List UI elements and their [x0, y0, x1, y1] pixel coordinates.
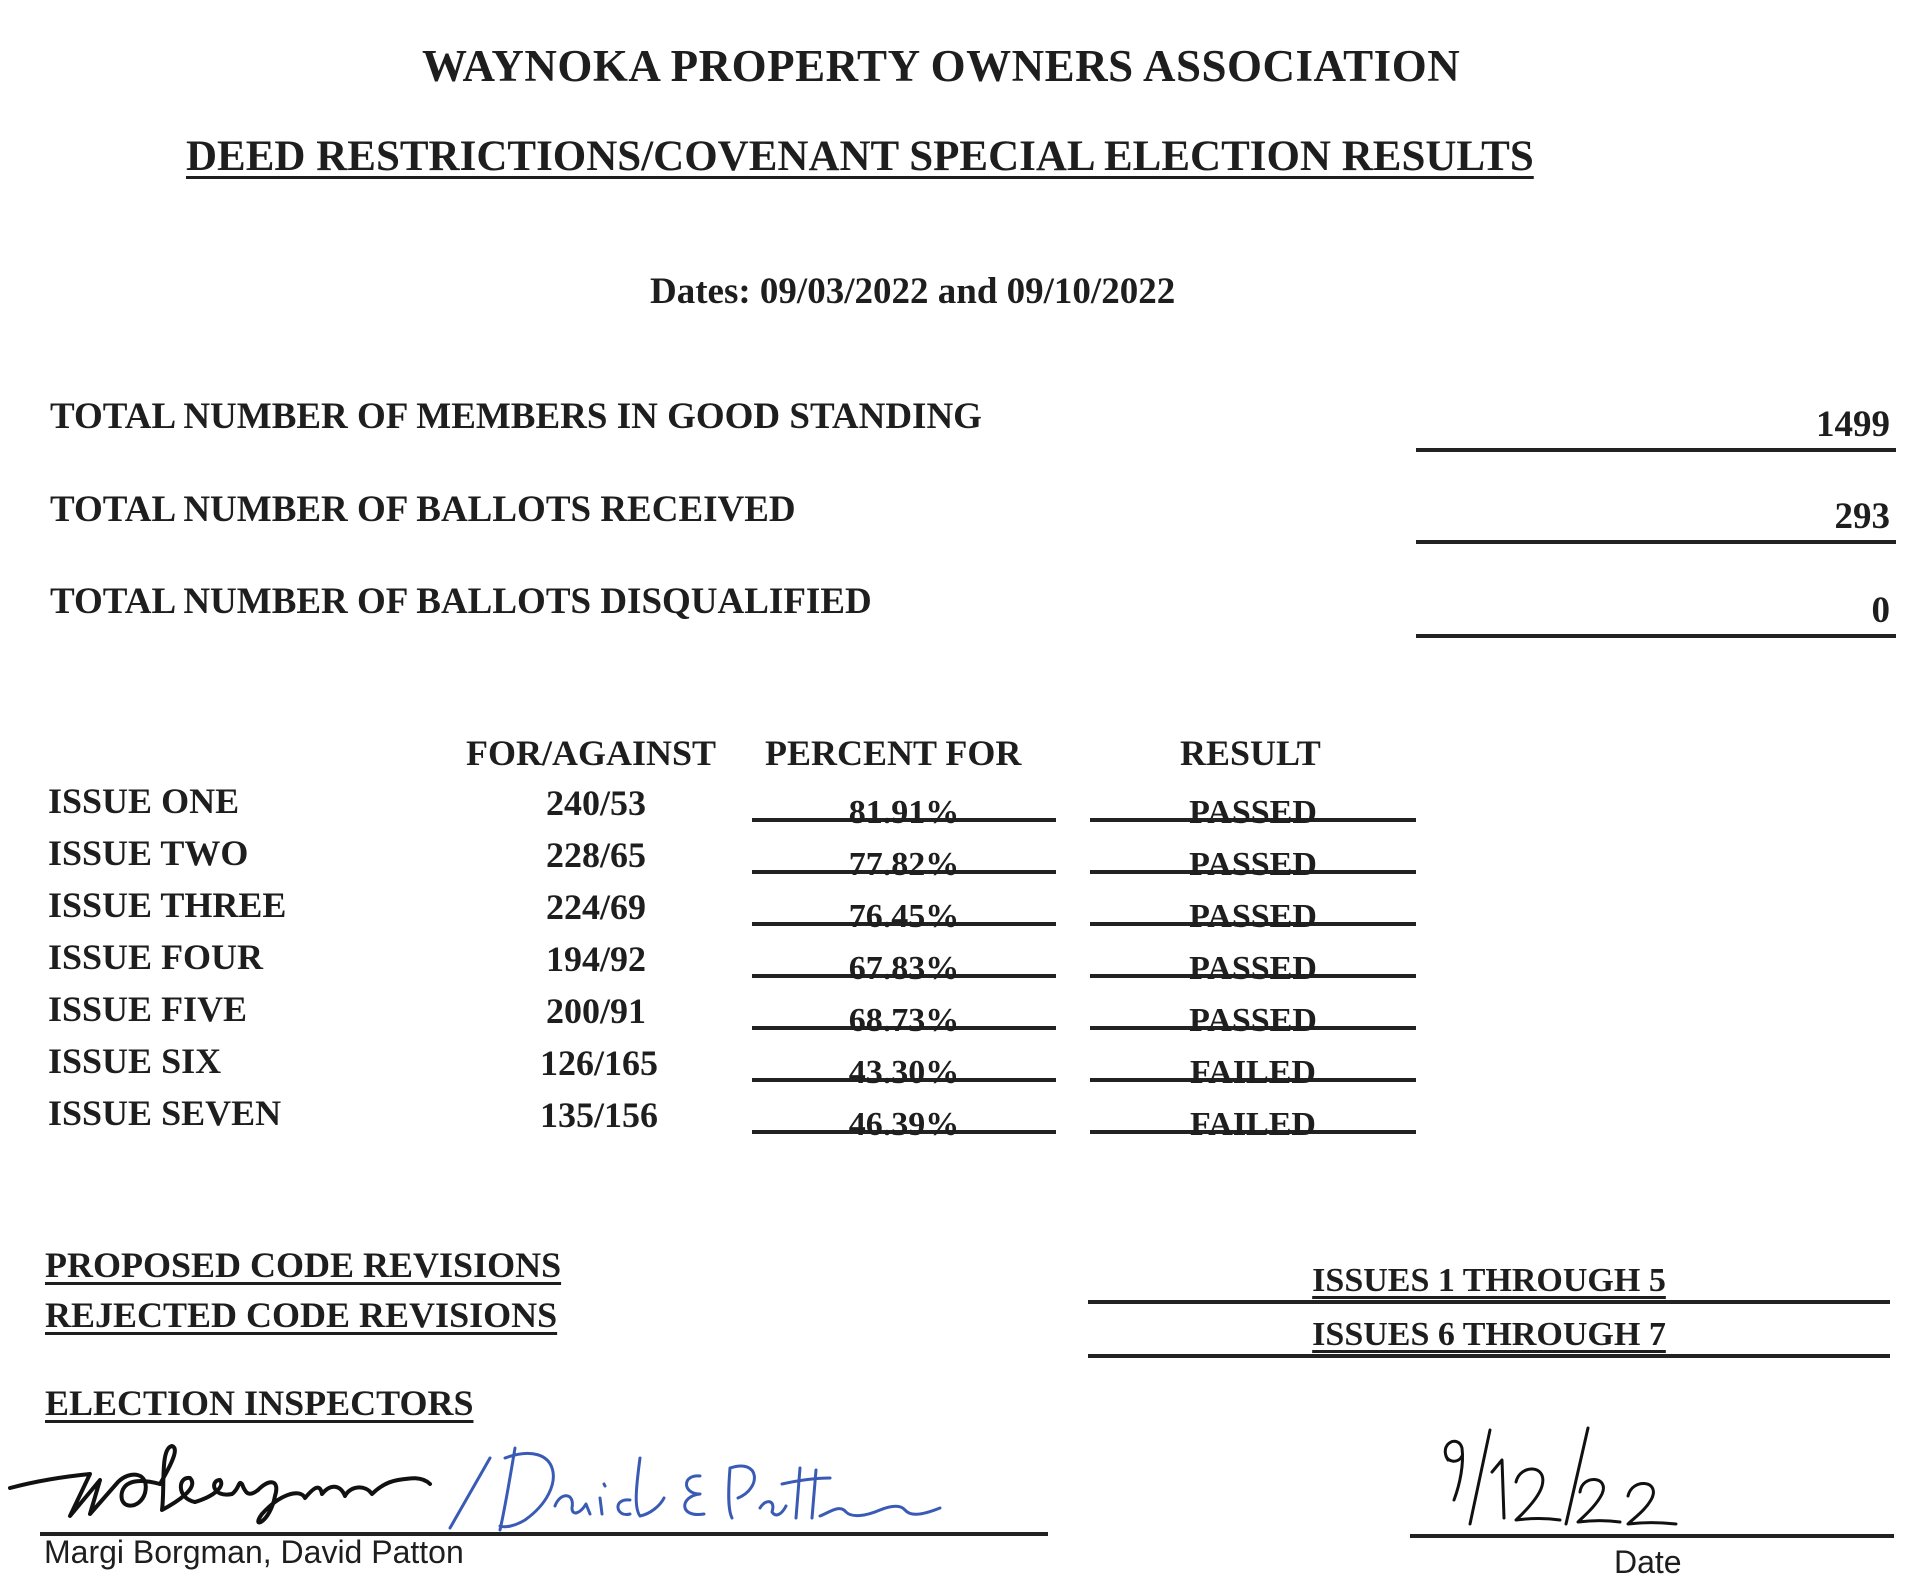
issue-label: ISSUE THREE — [48, 885, 287, 925]
for-against-value: 228/65 — [546, 835, 647, 875]
issue-label: ISSUE ONE — [48, 781, 240, 821]
percent-value: 43.30% — [848, 1054, 960, 1091]
result-value: PASSED — [1189, 950, 1317, 987]
election-inspectors-heading: ELECTION INSPECTORS — [45, 1383, 474, 1423]
date-line — [1410, 1534, 1894, 1538]
result-value: PASSED — [1189, 794, 1317, 831]
rejected-revisions-label: REJECTED CODE REVISIONS — [45, 1295, 558, 1335]
total-ballots-disqualified-label: TOTAL NUMBER OF BALLOTS DISQUALIFIED — [50, 581, 872, 622]
handwritten-date — [1420, 1420, 1720, 1532]
for-against-value: 224/69 — [546, 887, 647, 927]
result-value: PASSED — [1189, 898, 1317, 935]
proposed-revisions-label: PROPOSED CODE REVISIONS — [45, 1245, 562, 1285]
issue-label: ISSUE SIX — [48, 1041, 222, 1081]
inspector-names: Margi Borgman, David Patton — [44, 1534, 464, 1570]
issue-label: ISSUE SEVEN — [48, 1093, 282, 1133]
header-result: RESULT — [1180, 733, 1321, 773]
result-cell — [1090, 880, 1416, 935]
percent-cell — [752, 1088, 1056, 1143]
result-value: PASSED — [1189, 1002, 1317, 1039]
total-ballots-received-label: TOTAL NUMBER OF BALLOTS RECEIVED — [50, 489, 796, 530]
result-value: PASSED — [1189, 846, 1317, 883]
for-against-value: 135/156 — [540, 1095, 659, 1135]
percent-cell — [752, 776, 1056, 831]
percent-value: 67.83% — [848, 950, 960, 987]
percent-cell — [752, 828, 1056, 883]
total-ballots-received-field — [1416, 496, 1896, 544]
for-against-value: 194/92 — [546, 939, 647, 979]
issue-label: ISSUE TWO — [48, 833, 249, 873]
page-subtitle: DEED RESTRICTIONS/COVENANT SPECIAL ELECTION RESULTS — [186, 133, 1534, 180]
percent-value: 68.73% — [848, 1002, 960, 1039]
inspector-signatures — [0, 1418, 1060, 1538]
header-for-against: FOR/AGAINST — [466, 733, 717, 773]
percent-cell — [752, 932, 1056, 987]
proposed-revisions-value: ISSUES 1 THROUGH 5 — [1312, 1262, 1666, 1299]
for-against-value: 126/165 — [540, 1043, 659, 1083]
issue-label: ISSUE FIVE — [48, 989, 248, 1029]
date-label: Date — [1614, 1544, 1682, 1580]
percent-cell — [752, 1036, 1056, 1091]
total-ballots-received-value: 293 — [1834, 496, 1890, 537]
result-value: FAILED — [1190, 1054, 1316, 1091]
total-members-label: TOTAL NUMBER OF MEMBERS IN GOOD STANDING — [50, 396, 982, 437]
total-ballots-disqualified-field — [1416, 590, 1896, 638]
result-cell — [1090, 1036, 1416, 1091]
percent-value: 46.39% — [848, 1106, 960, 1143]
percent-value: 77.82% — [848, 846, 960, 883]
total-members-value: 1499 — [1816, 404, 1890, 445]
rejected-revisions-field — [1088, 1308, 1890, 1358]
percent-cell — [752, 984, 1056, 1039]
result-cell — [1090, 932, 1416, 987]
total-ballots-disqualified-value: 0 — [1871, 590, 1890, 631]
proposed-revisions-field — [1088, 1254, 1890, 1304]
for-against-value: 200/91 — [546, 991, 647, 1031]
result-value: FAILED — [1190, 1106, 1316, 1143]
rejected-revisions-value: ISSUES 6 THROUGH 7 — [1312, 1316, 1666, 1353]
issue-label: ISSUE FOUR — [48, 937, 264, 977]
for-against-value: 240/53 — [546, 783, 647, 823]
result-cell — [1090, 776, 1416, 831]
header-percent-for: PERCENT FOR — [765, 733, 1022, 773]
percent-value: 81.91% — [848, 794, 960, 831]
percent-cell — [752, 880, 1056, 935]
election-dates: Dates: 09/03/2022 and 09/10/2022 — [650, 271, 1176, 312]
signature-patton — [450, 1448, 940, 1530]
percent-value: 76.45% — [848, 898, 960, 935]
result-cell — [1090, 984, 1416, 1039]
total-members-field — [1416, 404, 1896, 452]
page-title: WAYNOKA PROPERTY OWNERS ASSOCIATION — [422, 41, 1461, 91]
result-cell — [1090, 828, 1416, 883]
signature-borgman — [10, 1446, 430, 1522]
result-cell — [1090, 1088, 1416, 1143]
